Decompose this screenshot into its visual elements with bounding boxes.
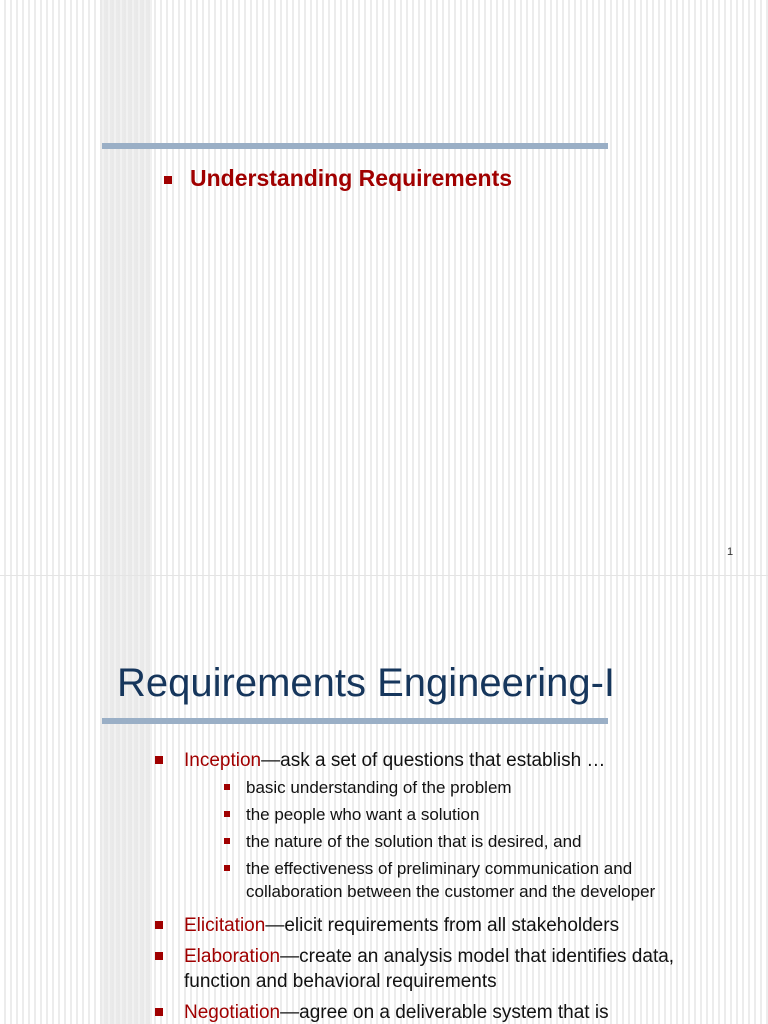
sub-list-item [224,857,716,903]
square-bullet-icon [155,921,163,929]
sub-list-item [224,776,716,799]
square-bullet-icon [224,811,230,817]
inception-sublist [184,776,716,903]
slide-2 [0,576,768,1024]
square-bullet-icon [224,865,230,871]
term-description: —agree on a deliverable system that is [280,1002,609,1023]
sub-list-item [224,830,716,853]
list-item-negotiation [155,1000,715,1024]
square-bullet-icon [155,1008,163,1016]
slide-1-left-band [100,0,152,575]
term-label: Elicitation [184,915,266,936]
term-description: —ask a set of questions that establish … [261,750,606,771]
list-item-body [184,944,715,994]
list-item-body [184,748,716,907]
square-bullet-icon [155,952,163,960]
term-label: Elaboration [184,946,281,967]
slide-1-subtitle-row [164,165,512,192]
slide-2-title: Requirements Engineering-I [117,661,616,705]
sub-list-item [224,803,716,826]
sub-list-item-text: basic understanding of the problem [246,778,512,797]
slide-2-title-rule [102,718,608,724]
sub-list-item-text: the effectiveness of preliminary communication and collaboration between the customer and the developer [246,859,656,901]
list-item-inception [155,748,715,907]
square-bullet-icon [224,838,230,844]
list-item-elaboration [155,944,715,994]
square-bullet-icon [155,756,163,764]
term-label: Inception [184,750,262,771]
slide-1-subtitle: Understanding Requirements [190,165,513,191]
slide-2-bullet-list [155,748,715,1024]
sub-list-item-text: the people who want a solution [246,805,480,824]
list-item-elicitation [155,913,715,938]
slide-2-left-band [100,576,152,1024]
page-number: 1 [727,546,734,558]
list-item-body [184,913,715,938]
square-bullet-icon [164,176,172,184]
term-description: —create an analysis model that identifies data, function and behavioral requirements [184,946,675,992]
term-description: —elicit requirements from all stakeholders [265,915,620,936]
slide-1-title-rule [102,143,608,149]
list-item-body [184,1000,715,1024]
sub-list-item-text: the nature of the solution that is desired, and [246,832,582,851]
term-label: Negotiation [184,1002,281,1023]
square-bullet-icon [224,784,230,790]
